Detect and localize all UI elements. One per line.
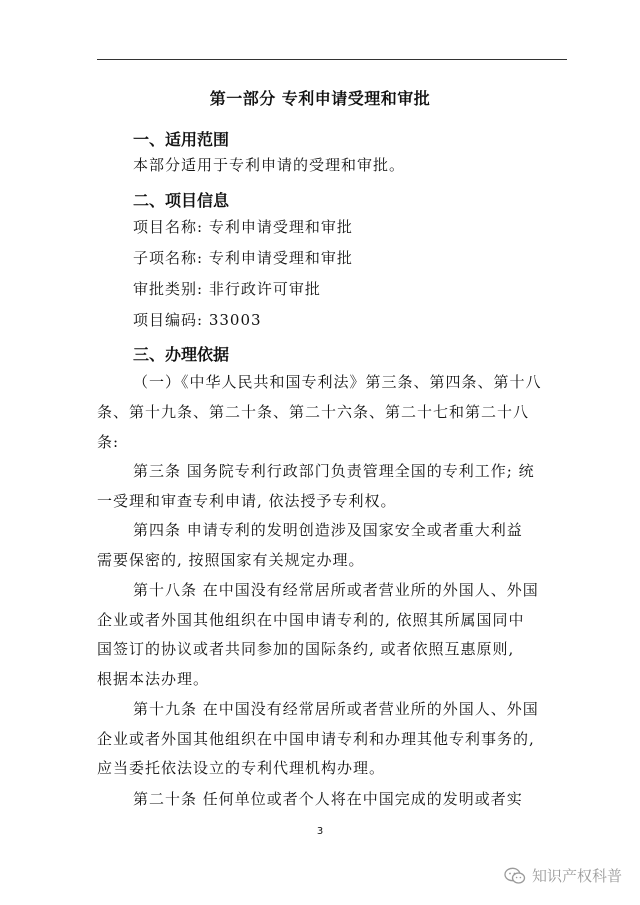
paragraph-line: 第四条 申请专利的发明创造涉及国家安全或者重大利益 [133,521,523,539]
wechat-icon [504,867,526,885]
paragraph-line: 一受理和审查专利申请, 依法授予专利权。 [97,492,397,510]
paragraph-line: （一）《中华人民共和国专利法》第三条、第四条、第十八 [133,373,542,391]
paragraph-line: 条、第十九条、第二十条、第二十六条、第二十七和第二十八 [97,403,530,421]
info-line-subitem-name: 子项名称: 专利申请受理和审批 [133,249,353,267]
paragraph-line: 第三条 国务院专利行政部门负责管理全国的专利工作; 统 [133,462,535,480]
watermark [504,865,622,886]
section-heading-info: 二、项目信息 [133,191,230,210]
paragraph-line: 企业或者外国其他组织在中国申请专利和办理其他专利事务的, [97,730,535,748]
info-line-project-code: 项目编码: 33003 [133,311,262,329]
paragraph-line: 第二十条 任何单位或者个人将在中国完成的发明或者实 [133,790,523,808]
section-heading-scope: 一、适用范围 [133,130,230,149]
paragraph-line: 根据本法办理。 [97,670,210,688]
paragraph-line: 第十九条 在中国没有经常居所或者营业所的外国人、外国 [133,700,539,718]
paragraph-line: 企业或者外国其他组织在中国申请专利的, 依照其所属国同中 [97,611,525,629]
paragraph-line: 应当委托依法设立的专利代理机构办理。 [97,759,386,777]
paragraph-line: 条: [97,433,120,451]
page-title: 第一部分 专利申请受理和审批 [209,89,431,108]
scope-text: 本部分适用于专利申请的受理和审批。 [133,156,406,174]
paragraph-line: 第十八条 在中国没有经常居所或者营业所的外国人、外国 [133,581,539,599]
header-rule [97,59,567,60]
info-line-approval-type: 审批类别: 非行政许可审批 [133,280,321,298]
page-number: 3 [316,826,324,837]
watermark-text: 知识产权科普 [531,867,622,885]
info-line-project-name: 项目名称: 专利申请受理和审批 [133,218,353,236]
section-heading-basis: 三、办理依据 [133,345,230,364]
paragraph-line: 需要保密的, 按照国家有关规定办理。 [97,551,365,569]
paragraph-line: 国签订的协议或者共同参加的国际条约, 或者依照互惠原则, [97,640,515,658]
